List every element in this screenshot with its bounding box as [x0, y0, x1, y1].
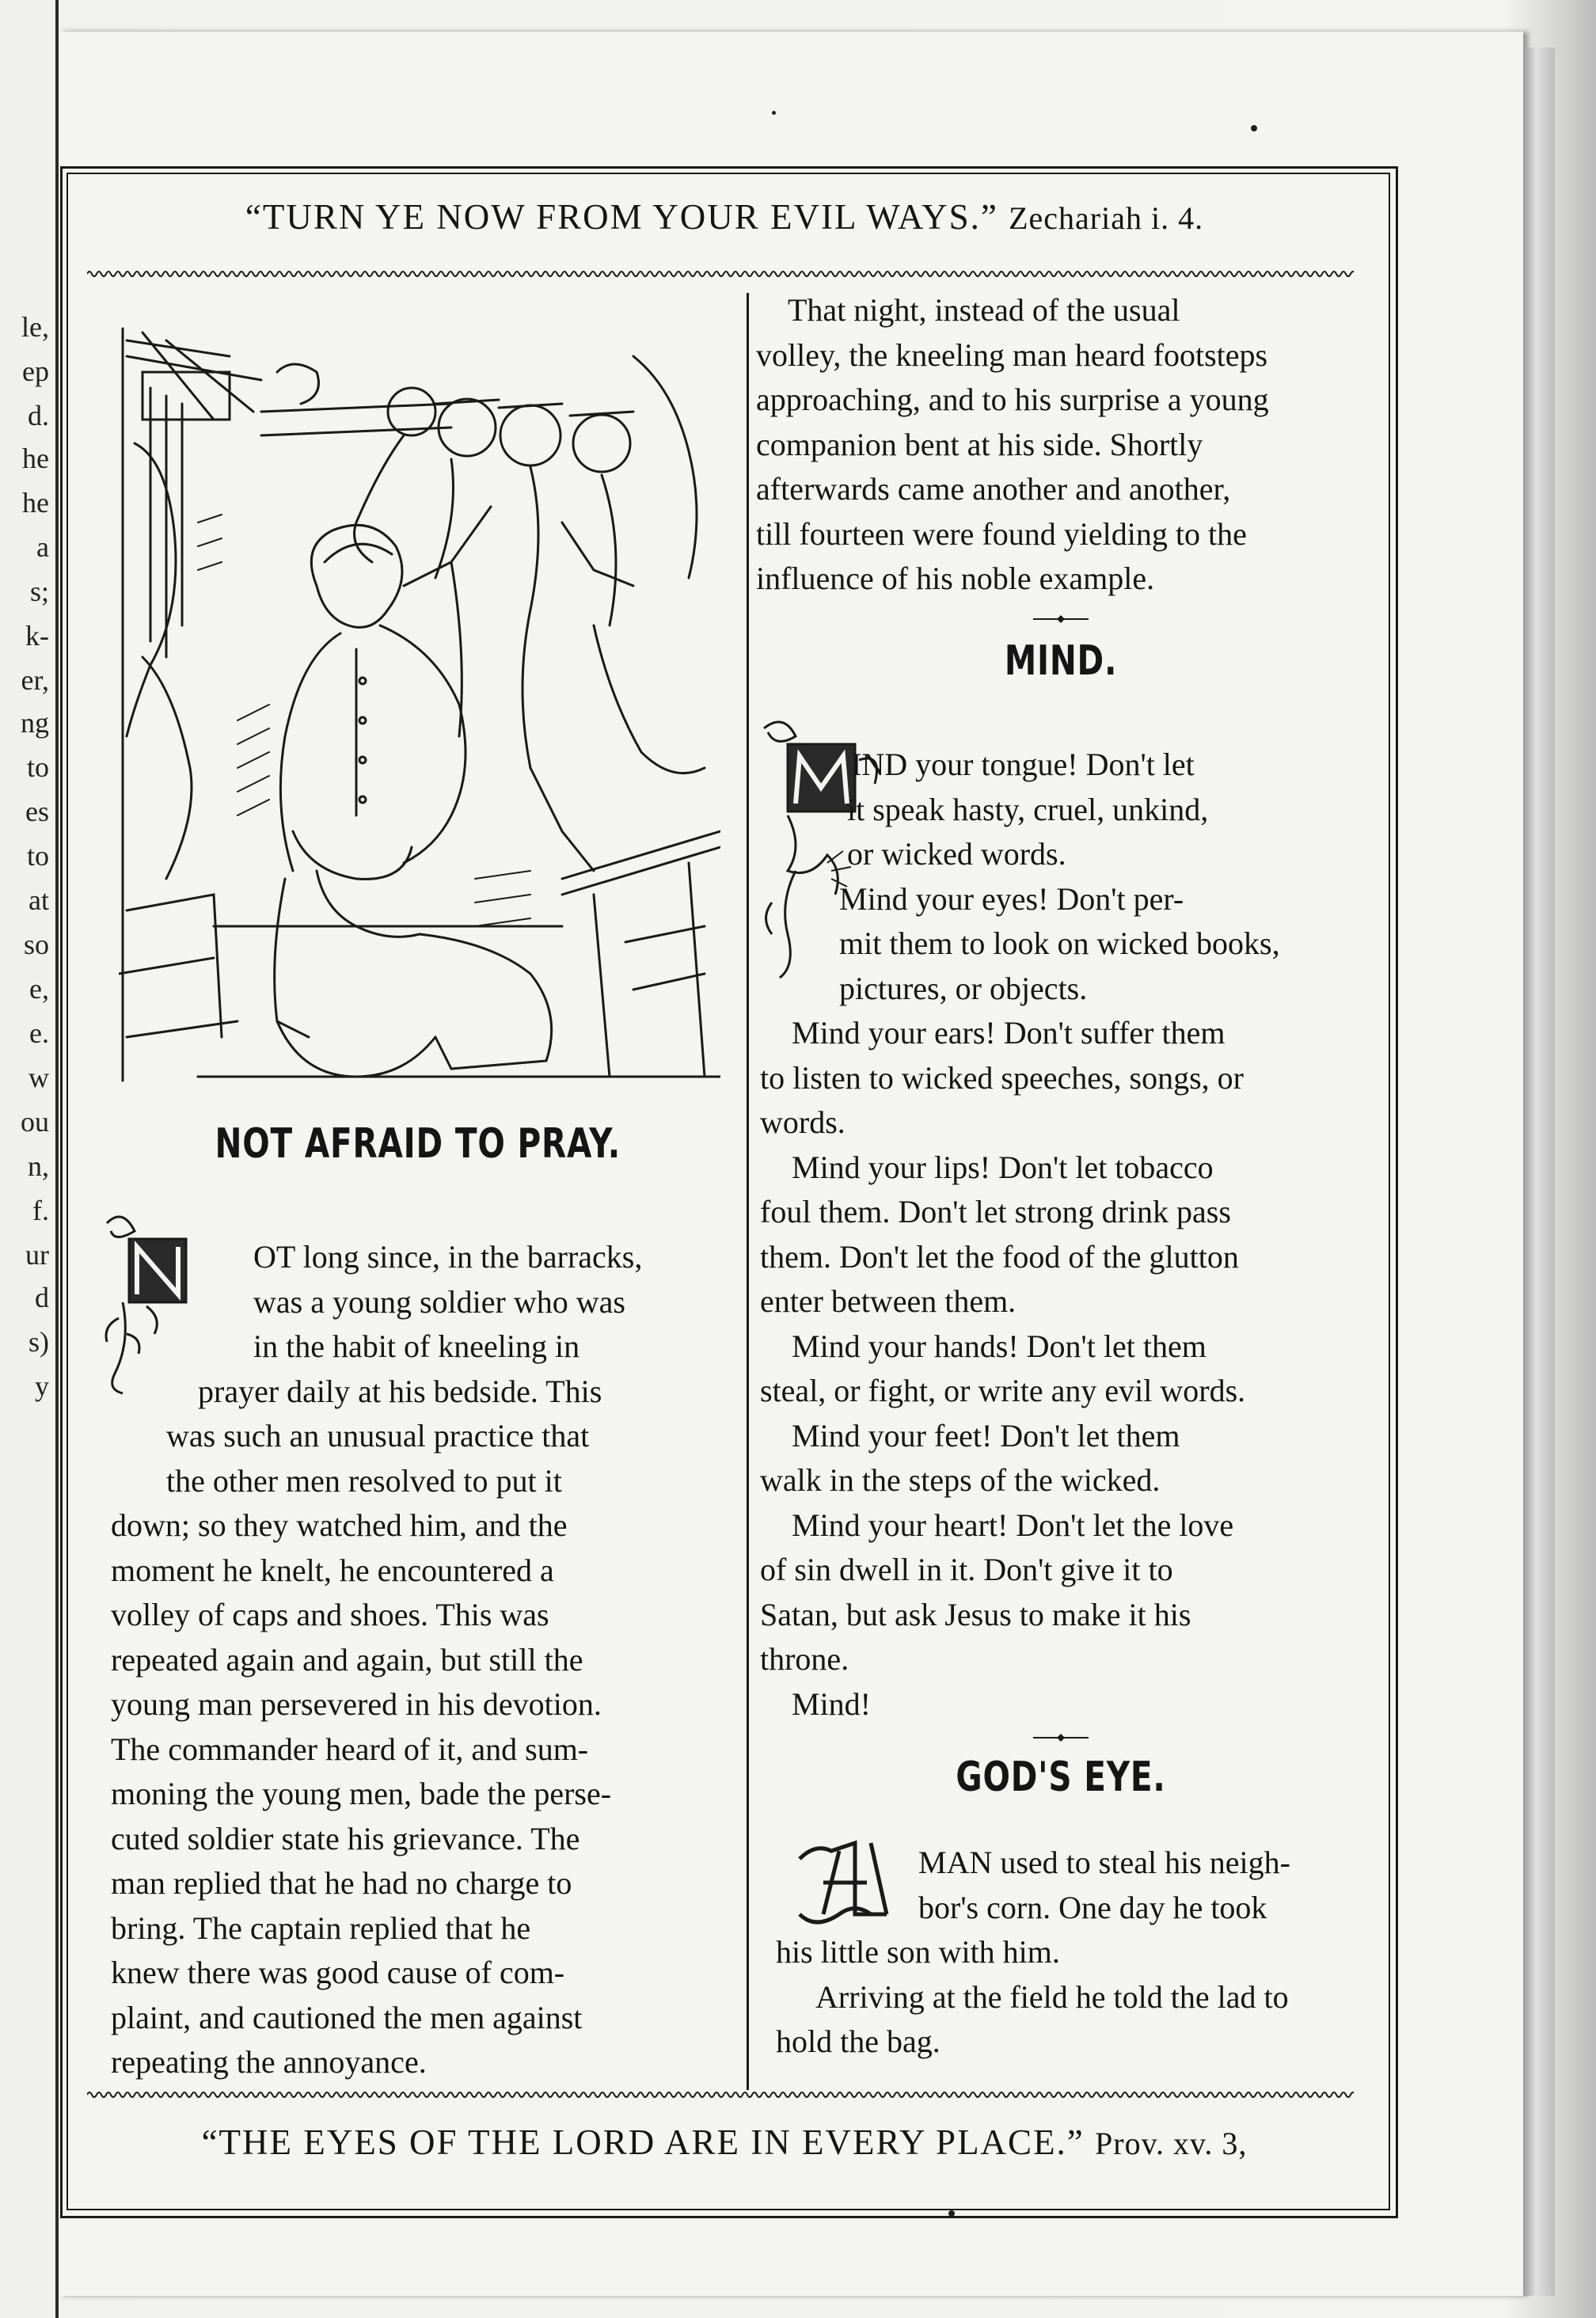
text-line: till fourteen were found yielding to the: [756, 515, 1247, 552]
text-line: to listen to wicked speeches, songs, or: [760, 1059, 1244, 1096]
adjacent-page-text-fragment: so: [23, 929, 49, 960]
text-line: enter between them.: [760, 1283, 1016, 1319]
text-line: moment he knelt, he encountered a: [111, 1552, 554, 1588]
footer-wavy-rule: [87, 2090, 1354, 2100]
adjacent-page-text-fragment: f.: [32, 1195, 49, 1226]
article-continuation-intro: [756, 288, 1366, 602]
text-line: Mind your eyes! Don't per-: [839, 880, 1184, 917]
text-line: Arriving at the field he told the lad to: [815, 1978, 1289, 2015]
adjacent-page-text-fragment: s;: [29, 576, 49, 607]
text-line: them. Don't let the food of the glutton: [760, 1238, 1239, 1275]
ink-speck: [772, 111, 776, 115]
text-line: was a young soldier who was: [253, 1283, 625, 1320]
adjacent-page-text-fragment: ou: [21, 1106, 49, 1138]
text-line: IND your tongue! Don't let: [851, 747, 1195, 782]
text-line: down; so they watched him, and the: [111, 1507, 568, 1543]
text-line: Mind your ears! Don't suffer them: [792, 1015, 1226, 1051]
adjacent-page-text-fragment: e.: [29, 1017, 49, 1049]
text-line: throne.: [760, 1641, 849, 1677]
text-line: Satan, but ask Jesus to make it his: [760, 1596, 1191, 1632]
article-title-gods-eye: GOD'S EYE.: [956, 1754, 1166, 1801]
text-line: his little son with him.: [776, 1934, 1060, 1970]
article-body-gods-eye: [776, 1841, 1393, 2065]
text-line: MAN used to steal his neigh-: [918, 1845, 1290, 1880]
text-line: afterwards came another and another,: [756, 471, 1231, 507]
footer-quote-reference: Prov. xv. 3,: [1095, 2126, 1248, 2161]
adjacent-page-text-fragment: at: [28, 884, 49, 916]
text-line: repeating the annoyance.: [111, 2044, 427, 2080]
text-line: in the habit of kneeling in: [253, 1328, 580, 1364]
text-line: Mind your lips! Don't let tobacco: [792, 1149, 1214, 1185]
text-line: moning the young men, bade the perse-: [111, 1776, 612, 1811]
text-line: foul them. Don't let strong drink pass: [760, 1194, 1231, 1229]
adjacent-page-text-fragment: w: [28, 1062, 49, 1093]
text-line: or wicked words.: [847, 836, 1066, 872]
article-title-mind: MIND.: [1004, 637, 1118, 685]
text-line: companion bent at his side. Shortly: [756, 426, 1203, 462]
page-stack-edge: [1523, 48, 1555, 2296]
text-line: hold the bag.: [776, 2024, 940, 2059]
text-line: words.: [760, 1104, 846, 1140]
section-separator: [1033, 1730, 1089, 1738]
adjacent-page-text-fragment: to: [26, 840, 49, 872]
header-quote-reference: Zechariah i. 4.: [1009, 200, 1204, 236]
adjacent-page-text-fragment: to: [26, 751, 49, 783]
section-separator: [1033, 611, 1089, 619]
adjacent-page-edge: [0, 0, 59, 2318]
text-line: walk in the steps of the wicked.: [760, 1462, 1161, 1498]
text-line: volley, the kneeling man heard footsteps: [756, 336, 1268, 373]
article-title-not-afraid-to-pray: NOT AFRAID TO PRAY.: [215, 1120, 621, 1168]
adjacent-page-text-fragment: he: [22, 443, 49, 474]
article-body-not-afraid-to-pray: [111, 1235, 720, 2085]
adjacent-page-text-fragment: he: [22, 487, 49, 519]
footer-quote-text: “THE EYES OF THE LORD ARE IN EVERY PLACE.”: [201, 2122, 1085, 2162]
text-line: plaint, and cautioned the men against: [111, 1999, 583, 2035]
text-line: steal, or fight, or write any evil words.: [760, 1373, 1246, 1408]
text-line: Mind!: [792, 1685, 871, 1722]
adjacent-page-text-fragment: s): [28, 1326, 49, 1358]
adjacent-page-text-fragment: k-: [25, 620, 49, 652]
text-line: volley of caps and shoes. This was: [111, 1597, 549, 1632]
text-line: pictures, or objects.: [839, 970, 1088, 1006]
text-line: Mind your feet! Don't let them: [792, 1417, 1180, 1454]
text-line: it speak hasty, cruel, unkind,: [847, 791, 1209, 827]
ink-speck: [1251, 125, 1257, 131]
header-quote: [71, 196, 1378, 238]
footer-quote: [71, 2122, 1378, 2163]
text-line: young man persevered in his devotion.: [111, 1686, 602, 1722]
adjacent-page-text-fragment: e,: [29, 973, 49, 1005]
text-line: the other men resolved to put it: [166, 1462, 562, 1499]
adjacent-page-text-fragment: ur: [25, 1239, 49, 1271]
adjacent-page-text-fragment: d.: [28, 400, 49, 431]
column-divider: [747, 293, 749, 2090]
header-wavy-rule: [87, 269, 1354, 279]
text-line: cuted soldier state his grievance. The: [111, 1820, 580, 1856]
adjacent-page-text-fragment: n,: [28, 1150, 49, 1182]
text-line: That night, instead of the usual: [788, 292, 1180, 328]
text-line: Mind your hands! Don't let them: [792, 1328, 1206, 1364]
adjacent-page-text-fragment: le,: [21, 311, 49, 343]
article-body-mind: [760, 743, 1378, 1727]
header-quote-text: “TURN YE NOW FROM YOUR EVIL WAYS.”: [245, 197, 998, 237]
adjacent-page-text-fragment: ep: [22, 355, 49, 387]
text-line: of sin dwell in it. Don't give it to: [760, 1552, 1173, 1587]
text-line: approaching, and to his surprise a young: [756, 382, 1269, 417]
text-line: repeated again and again, but still the: [111, 1641, 583, 1678]
text-line: bring. The captain replied that he: [111, 1910, 531, 1946]
adjacent-page-text-fragment: ng: [21, 707, 49, 739]
adjacent-page-text-fragment: y: [35, 1370, 49, 1402]
text-line: man replied that he had no charge to: [111, 1865, 572, 1901]
text-line: bor's corn. One day he took: [918, 1889, 1267, 1925]
text-line: knew there was good cause of com-: [111, 1955, 565, 1990]
text-line: Mind your heart! Don't let the love: [792, 1507, 1234, 1543]
text-line: was such an unusual practice that: [166, 1418, 590, 1454]
ink-speck: [948, 2210, 955, 2217]
text-line: mit them to look on wicked books,: [839, 925, 1280, 961]
text-line: OT long since, in the barracks,: [253, 1239, 643, 1275]
text-line: prayer daily at his bedside. This: [198, 1373, 602, 1409]
text-line: influence of his noble example.: [756, 560, 1155, 596]
adjacent-page-text-fragment: er,: [21, 664, 49, 696]
adjacent-page-text-fragment: a: [36, 531, 49, 563]
adjacent-page-text-fragment: es: [25, 796, 49, 827]
soldier-praying-illustration: [119, 325, 720, 1085]
adjacent-page-text-fragment: d: [35, 1282, 49, 1313]
text-line: The commander heard of it, and sum-: [111, 1731, 589, 1767]
